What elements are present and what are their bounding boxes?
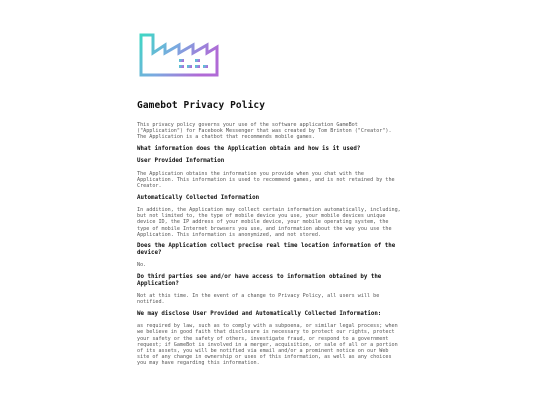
- disclosure-paragraph: as required by law, such as to comply with a subpoena, or similar legal process; when we believe in good faith that disclosure is necessary to protect our rights, protect your safety or the safety of others, investigate fraud, or respond to a government request; if GameBot is involved in a merger, acquisition, or sale of all or a portion of its assets, you will be notified via email and/or a prominent notice on our Web site of any change in ownership or uses of this information, as well as any choices you may have regarding this information.: [137, 323, 398, 367]
- factory-logo-icon: [139, 33, 219, 77]
- subheading-user-provided: User Provided Information: [137, 158, 225, 165]
- page-title: Gamebot Privacy Policy: [137, 100, 266, 111]
- section-heading-location: Does the Application collect precise real time location information of the device?: [137, 243, 396, 257]
- section-heading-information-obtained: What information does the Application obtain and how is it used?: [137, 146, 361, 152]
- third-parties-answer: Not at this time. In the event of a change to Privacy Policy, all users will be notified.: [137, 293, 380, 306]
- subheading-automatically-collected: Automatically Collected Information: [137, 194, 260, 201]
- policy-content: [137, 122, 403, 372]
- section-heading-third-parties: Do third parties see and/or have access to information obtained by the Application?: [137, 273, 382, 287]
- user-provided-paragraph: The Application obtains the information you provide when you chat with the Application. This information is used to recommend games, and is not retained by the Creator.: [137, 170, 395, 189]
- section-heading-disclosure: We may disclose User Provided and Automatically Collected Information:: [137, 310, 382, 317]
- intro-paragraph: This privacy policy governs your use of the software application GameBot ("Application") for Facebook Messenger that was created by Tom Brinton ("Creator"). The Application is a chatbot that recommends mobile games.: [137, 122, 392, 141]
- automatically-collected-paragraph: In addition, the Application may collect certain information automatically, including, but not limited to, the type of mobile device you use, your mobile devices unique device ID, the IP address of your mobile device, your mobile operating system, the type of mobile Internet browsers you use, and information about the way you use the Application. This information is anonymized, and not stored.: [137, 206, 401, 238]
- location-answer: No.: [137, 262, 147, 269]
